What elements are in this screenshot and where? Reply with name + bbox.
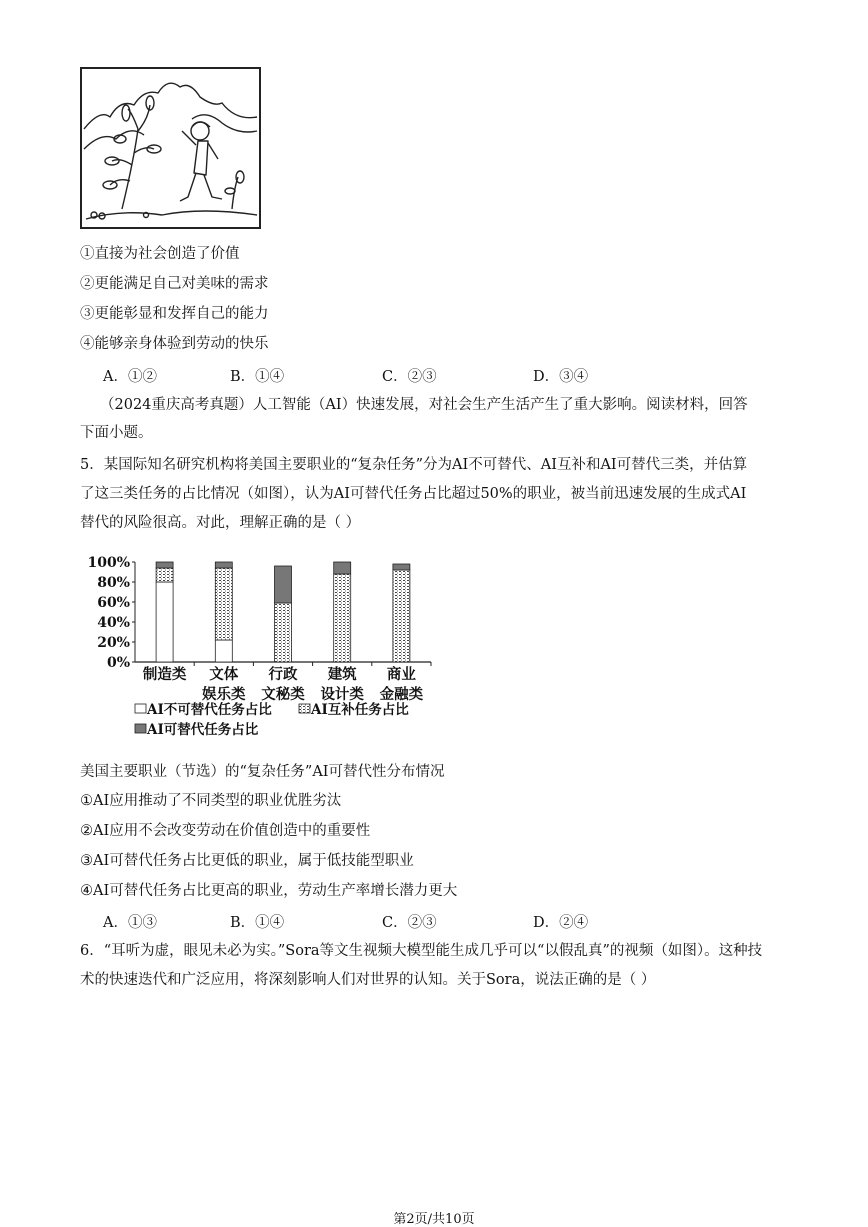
q4-options: [103, 365, 803, 385]
q4-statement-2: ②更能满足自己对美味的需求: [80, 276, 269, 292]
bar-segment-3: [334, 562, 351, 574]
legend-swatch: [299, 704, 310, 713]
x-category-label: 文秘类: [261, 686, 305, 703]
y-tick-label: 20%: [97, 635, 130, 651]
q5-option-d[interactable]: D．②④: [533, 915, 589, 931]
y-tick-label: 0%: [106, 655, 130, 671]
q4-statement-1: ①直接为社会创造了价值: [80, 246, 240, 262]
bar-segment-3: [393, 564, 410, 570]
legend-label: AI不可替代任务占比: [147, 702, 272, 718]
x-category-label: 文体: [209, 666, 239, 683]
y-tick-label: 80%: [97, 575, 130, 591]
bar-segment-2: [275, 603, 292, 662]
bar-segment-2: [215, 568, 232, 640]
q5-stem-line-3: 替代的风险很高。对此，理解正确的是（ ）: [80, 515, 361, 531]
q4-statement-3: ③更能彰显和发挥自己的能力: [80, 306, 269, 322]
legend-swatch: [135, 704, 146, 713]
q5-statement-4: ④AI可替代任务占比更高的职业，劳动生产率增长潜力更大: [80, 883, 458, 899]
x-category-label: 行政: [268, 666, 298, 683]
bar-segment-3: [156, 562, 173, 568]
cartoon-illustration: [80, 67, 261, 229]
q5-option-b[interactable]: B．①④: [230, 915, 285, 931]
q4-option-c[interactable]: C．②③: [382, 369, 437, 385]
bar-segment-1: [156, 582, 173, 662]
hiker-mountain-drawing: [82, 69, 259, 227]
q5-statement-3: ③AI可替代任务占比更低的职业，属于低技能型职业: [80, 853, 414, 869]
bar-segment-1: [215, 640, 232, 662]
bar-segment-2: [156, 568, 173, 582]
q6-stem-line-2: 术的快速迭代和广泛应用，将深刻影响人们对世界的认知。关于Sora，说法正确的是（ ）: [80, 972, 656, 988]
q5-option-c[interactable]: C．②③: [382, 915, 437, 931]
legend-swatch: [135, 724, 146, 733]
q6-stem-line-1: 6．“耳听为虚，眼见未必为实。”Sora等文生视频大模型能生成几乎可以“以假乱真”的视频（如图）。这种技: [80, 943, 763, 959]
q5-options: [103, 911, 803, 931]
material-intro-line-1: （2024重庆高考真题）人工智能（AI）快速发展，对社会生产生活产生了重大影响。阅读材料，回答: [100, 397, 748, 413]
stacked-bar-chart: [87, 550, 455, 750]
legend-label: AI可替代任务占比: [147, 722, 259, 738]
x-category-label: 制造类: [142, 666, 187, 683]
bar-segment-2: [393, 570, 410, 662]
q5-option-a[interactable]: A．①③: [103, 915, 157, 931]
legend-label: AI互补任务占比: [311, 702, 409, 718]
material-intro-line-2: 下面小题。: [80, 425, 153, 441]
q4-option-d[interactable]: D．③④: [533, 369, 589, 385]
chart-caption: 美国主要职业（节选）的“复杂任务”AI可替代性分布情况: [80, 764, 445, 780]
x-category-label: 金融类: [379, 686, 424, 703]
x-category-label: 娱乐类: [202, 686, 246, 703]
y-tick-label: 100%: [87, 555, 130, 571]
y-tick-label: 60%: [97, 595, 130, 611]
bar-segment-3: [275, 566, 292, 603]
y-tick-label: 40%: [97, 615, 130, 631]
q5-stem-line-2: 了这三类任务的占比情况（如图），认为AI可替代任务占比超过50%的职业，被当前迅速发展的生成式AI: [80, 486, 747, 502]
q4-statement-4: ④能够亲身体验到劳动的快乐: [80, 336, 269, 352]
x-category-label: 建筑: [327, 666, 357, 683]
bar-segment-3: [215, 562, 232, 568]
q4-option-b[interactable]: B．①④: [230, 369, 285, 385]
page-footer: 第2页/共10页: [393, 1212, 475, 1227]
q5-statement-1: ①AI应用推动了不同类型的职业优胜劣汰: [80, 793, 342, 809]
q5-statement-2: ②AI应用不会改变劳动在价值创造中的重要性: [80, 823, 371, 839]
q5-stem-line-1: 5．某国际知名研究机构将美国主要职业的“复杂任务”分为AI不可替代、AI互补和AI可替代三类，并估算: [80, 457, 748, 473]
x-category-label: 设计类: [320, 686, 364, 703]
q4-option-a[interactable]: A．①②: [103, 369, 157, 385]
bar-segment-2: [334, 574, 351, 662]
chart-svg: [87, 550, 455, 750]
x-category-label: 商业: [386, 666, 416, 683]
